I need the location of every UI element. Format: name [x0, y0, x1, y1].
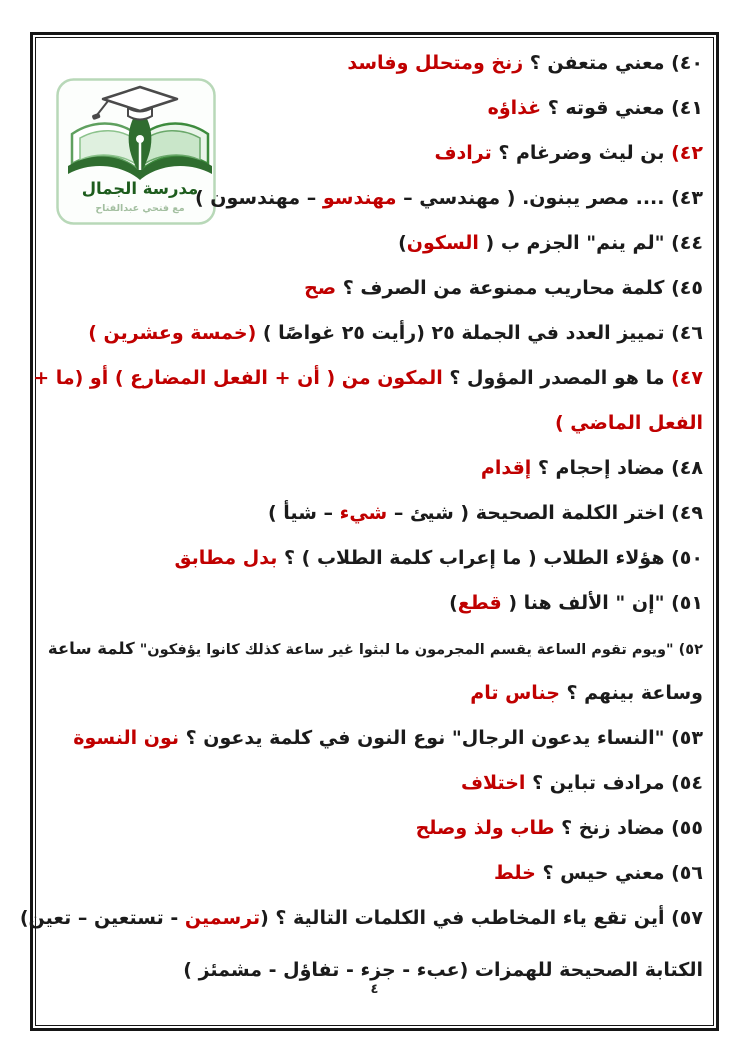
answer-text: ترادف [434, 142, 492, 164]
question-text: – شيأ ) [268, 502, 340, 524]
question-text: الكتابة الصحيحة للهمزات (عبء - جزء - تفاؤل - مشمئز ) [183, 959, 703, 981]
question-text: ٥٥) مضاد زنخ ؟ [554, 817, 703, 839]
answer-text: شيء [339, 502, 388, 524]
answer-text: (خمسة وعشرين ) [88, 322, 257, 344]
question-line [40, 581, 703, 626]
question-text: ٤٣) .... مصر يبنون. ( مهندسي – [396, 187, 703, 209]
question-text: وساعة بينهم ؟ [559, 682, 703, 704]
question-text: ٤٨) مضاد إحجام ؟ [531, 457, 703, 479]
answer-text: ترسمين [184, 907, 261, 929]
page-border-inner [19, 37, 714, 1026]
answer-text: قطع [457, 592, 502, 614]
question-text: ما هو المصدر المؤول ؟ [442, 367, 665, 389]
question-line [40, 41, 703, 86]
question-text: ٥١) "إن " الألف هنا ( [501, 592, 703, 614]
question-line [40, 176, 703, 221]
answer-text: ٤٢) [664, 142, 703, 164]
question-text: - تستعين – تعين) [19, 907, 185, 929]
answer-text: نون النسوة [73, 727, 180, 749]
school-tagline: مع فتحي عبدالفتاح [95, 203, 185, 214]
question-text: كلمة ساعة [47, 639, 135, 658]
answer-text: المكون من ( أن + الفعل المضارع ) أو (ما + [33, 367, 443, 389]
answer-text: جناس تام [470, 682, 560, 704]
question-line [19, 896, 703, 941]
question-text: ) [398, 232, 407, 254]
page-number: ٤ [370, 982, 379, 997]
question-line [40, 851, 703, 896]
question-text: ٥٢) "ويوم تقوم الساعة يقسم المجرمون ما لبثوا غير ساعة كذلك كانوا يؤفكون" [134, 642, 703, 658]
question-text: – مهندسون ) [194, 187, 323, 209]
question-line [40, 491, 703, 536]
question-line [40, 446, 703, 491]
question-line [40, 401, 703, 446]
question-line [40, 626, 703, 671]
question-line [40, 716, 703, 761]
question-line [40, 311, 703, 356]
question-line [40, 671, 703, 716]
question-list [19, 41, 703, 993]
question-text: ٤٦) تمييز العدد في الجملة ٢٥ (رأيت ٢٥ غواصًا ) [256, 322, 703, 344]
answer-text: طاب ولذ وصلح [415, 817, 555, 839]
question-line [40, 221, 703, 266]
answer-text: إقدام [480, 457, 532, 479]
page-border-frame [19, 32, 719, 1031]
question-line [40, 86, 703, 131]
answer-text: غذاؤه [487, 97, 542, 119]
answer-text: صح [304, 277, 337, 299]
question-text: ٤٥) كلمة محاريب ممنوعة من الصرف ؟ [336, 277, 703, 299]
answer-text: ٤٧) [664, 367, 703, 389]
answer-text: السكون [406, 232, 479, 254]
question-text: ٥٤) مرادف تباين ؟ [525, 772, 703, 794]
question-text: ٥٦) معني حيس ؟ [535, 862, 703, 884]
question-line [33, 356, 703, 401]
question-text: ٥٣) "النساء يدعون الرجال" نوع النون في كلمة يدعون ؟ [179, 727, 703, 749]
question-line [40, 131, 703, 176]
question-text: ٥٧) أين تقع ياء المخاطب في الكلمات التالية ؟ ( [260, 907, 703, 929]
question-line [40, 806, 703, 851]
question-text: ٥٠) هؤلاء الطلاب ( ما إعراب كلمة الطلاب ) ؟ [277, 547, 703, 569]
question-line [40, 266, 703, 311]
question-text: ) [449, 592, 458, 614]
answer-text: اختلاف [460, 772, 526, 794]
question-line [40, 761, 703, 806]
question-text: بن ليث وضرغام ؟ [491, 142, 665, 164]
question-text: ٤٩) اختر الكلمة الصحيحة ( شيئ – [387, 502, 703, 524]
question-text: ٤١) معني قوته ؟ [541, 97, 703, 119]
question-text: ٤٤) "لم ينم" الجزم ب ( [478, 232, 703, 254]
question-text: ٤٠) معني متعفن ؟ [523, 52, 703, 74]
school-name: مدرسة الجمال [81, 179, 199, 198]
answer-text: خلط [494, 862, 536, 884]
question-line [40, 536, 703, 581]
answer-text: مهندسو [322, 187, 397, 209]
answer-text: بدل مطابق [174, 547, 278, 569]
answer-text: الفعل الماضي ) [554, 412, 703, 434]
answer-text: زنخ ومتحلل وفاسد [347, 52, 524, 74]
